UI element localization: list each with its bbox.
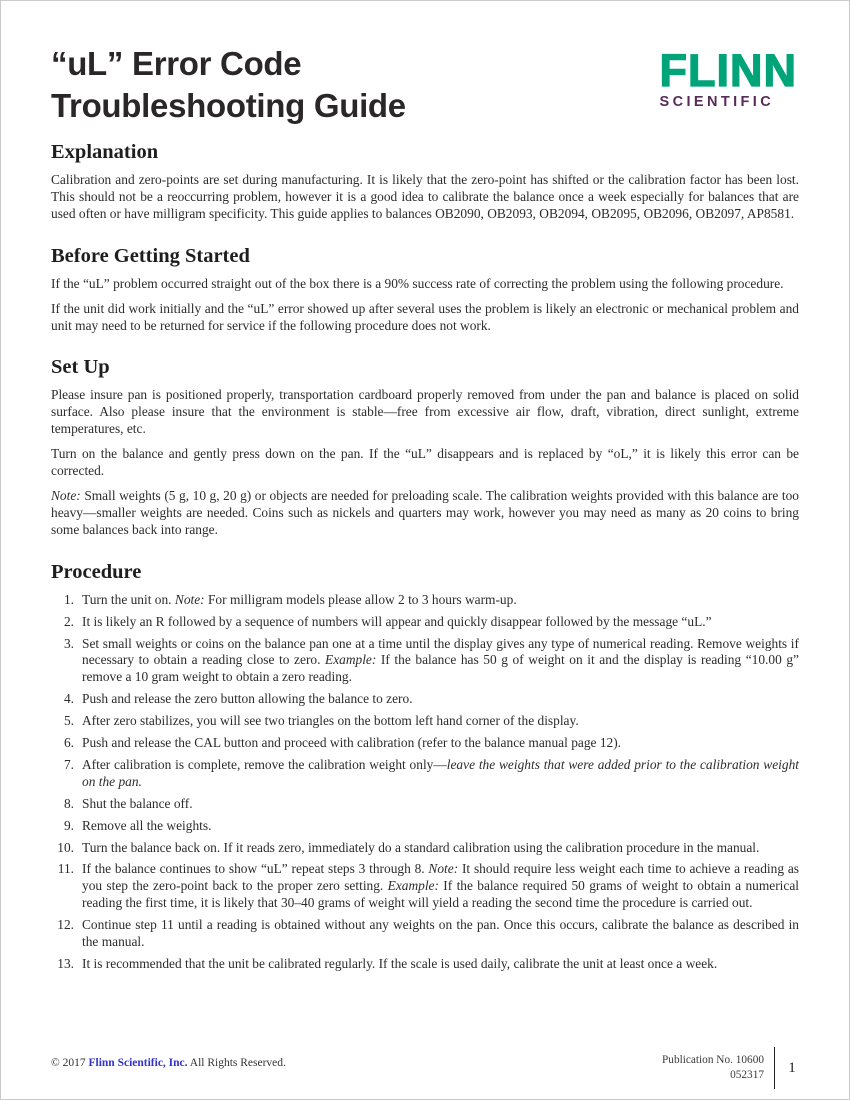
text-run: It is recommended that the unit be calibrated regularly. If the scale is used daily, calibrate the unit at least once a week.	[82, 956, 718, 971]
text-run: Shut the balance off.	[82, 795, 193, 811]
text-run: Turn on the balance and gently press down on the pan. If the “uL” disappears and is replaced by “oL,” it is likely this error can be corrected.	[51, 446, 799, 479]
procedure-step	[51, 956, 799, 973]
step-text	[82, 691, 799, 708]
text-run: Remove all the weights.	[82, 817, 212, 833]
text-run: If the “uL” problem occurred straight out of the box there is a 90% success rate of correcting the problem using the following procedure.	[51, 275, 784, 291]
step-number: 4.	[63, 691, 74, 707]
text-run: Calibration and zero-points are set during manufacturing. It is likely that the zero-point has shifted or the calibration factor has been lost. This should not be a reoccurring problem, however it is a good idea to calibrate the balance once a week especially for balances that are used often or have milligram specificity. This guide applies to balances OB2090, OB2093, OB2094, OB2095, OB2096, OB2097, AP8581.	[51, 172, 799, 221]
page-title-line2: Troubleshooting Guide	[51, 87, 406, 124]
section-heading-procedure: Procedure	[51, 560, 142, 583]
step-text	[82, 614, 799, 631]
step-number: 8.	[63, 795, 74, 811]
flinn-wordmark-subtitle: SCIENTIFIC	[659, 94, 775, 110]
page-title-line1: “uL” Error Code	[51, 45, 302, 82]
procedure-step	[51, 840, 799, 857]
page-content	[1, 1, 849, 973]
step-text	[82, 636, 799, 687]
text-run: It should require less weight each time to achieve a reading as you step the zero-point back to the proper zero setting.	[82, 861, 799, 894]
procedure-step	[51, 614, 799, 631]
italic-text-run: Example:	[325, 652, 377, 668]
step-number: 10.	[57, 839, 74, 855]
publication-block	[662, 1047, 809, 1089]
copyright-line	[51, 1047, 286, 1070]
setup-paragraph-2	[51, 446, 799, 480]
italic-text-run: Note:	[428, 861, 459, 877]
text-run: After zero stabilizes, you will see two triangles on the bottom left hand corner of the display.	[82, 713, 579, 729]
section-heading-set-up: Set Up	[51, 356, 110, 379]
publication-info	[662, 1053, 774, 1083]
flinn-wordmark: FLINN	[659, 45, 797, 96]
step-text	[82, 956, 799, 973]
procedure-step	[51, 917, 799, 951]
explanation-paragraph	[51, 172, 799, 223]
step-text	[82, 796, 799, 813]
step-text	[82, 840, 799, 857]
before-paragraph-2	[51, 301, 799, 335]
publication-number: Publication No. 10600	[662, 1054, 764, 1066]
step-number: 5.	[63, 713, 74, 729]
procedure-list	[51, 592, 799, 973]
page-number: 1	[788, 1059, 796, 1076]
step-text	[82, 757, 799, 791]
section-heading-before-getting-started: Before Getting Started	[51, 244, 250, 267]
step-number: 2.	[63, 613, 74, 629]
procedure-step	[51, 861, 799, 912]
procedure-step	[51, 735, 799, 752]
step-number: 13.	[57, 956, 74, 971]
procedure-step	[51, 636, 799, 687]
page-title	[51, 43, 406, 127]
italic-text-run: Note:	[51, 487, 85, 503]
copyright-suffix: All Rights Reserved.	[187, 1057, 286, 1069]
page-footer	[1, 1035, 849, 1100]
text-run: For milligram models please allow 2 to 3 hours warm-up.	[204, 591, 517, 607]
text-run: Turn the balance back on. If it reads zero, immediately do a standard calibration using the calibration procedure in the manual.	[82, 839, 760, 855]
before-paragraph-1	[51, 276, 799, 293]
text-run: Small weights (5 g, 10 g, 20 g) or objects are needed for preloading scale. The calibration weights provided with this balance are too heavy—smaller weights are needed. Coins such as nickels and quarters may work, however you may need as many as 20 coins to bring some balances back into range.	[51, 487, 799, 537]
procedure-step	[51, 818, 799, 835]
text-run: It is likely an R followed by a sequence of numbers will appear and quickly disappear followed by the message “uL.”	[82, 613, 712, 629]
procedure-step	[51, 796, 799, 813]
step-text	[82, 861, 799, 912]
step-text	[82, 713, 799, 730]
text-run: Turn the unit on.	[82, 591, 175, 607]
page-header	[51, 43, 799, 127]
text-run: If the balance has 50 g of weight on it and the display is reading “10.00 g” remove a 10 gram weight to obtain a zero reading.	[82, 652, 799, 685]
italic-text-run: leave the weights that were added prior to the calibration weight on the pan.	[82, 756, 799, 789]
publication-date-code: 052317	[730, 1069, 764, 1081]
text-run: After calibration is complete, remove the calibration weight only—	[82, 756, 447, 772]
company-name: Flinn Scientific, Inc.	[88, 1057, 188, 1069]
text-run: Please insure pan is positioned properly, transportation cardboard properly removed from under the pan and balance is placed on solid surface. Also please insure that the environment is stable—free from excessive air flow, draft, vibration, direct sunlight, extreme temperatures, etc.	[51, 387, 799, 437]
text-run: If the balance required 50 grams of weight to obtain a numerical reading the first time, it is likely that 30–40 grams of weight will yield a reading the second time the procedure is carried out.	[82, 878, 799, 911]
step-text	[82, 917, 799, 951]
step-text	[82, 818, 799, 835]
step-text	[82, 735, 799, 752]
text-run: Set small weights or coins on the balance pan one at a time until the display gives any type of numerical reading. Remove weights if necessary to obtain a reading close to zero.	[82, 635, 799, 668]
step-number: 6.	[63, 735, 74, 751]
procedure-step	[51, 592, 799, 609]
copyright-prefix: © 2017	[51, 1057, 89, 1069]
procedure-step	[51, 713, 799, 730]
procedure-step	[51, 757, 799, 791]
setup-paragraph-1	[51, 387, 799, 438]
step-number: 12.	[57, 917, 74, 933]
step-number: 1.	[63, 591, 74, 607]
text-run: If the unit did work initially and the “uL” error showed up after several uses the problem is likely an electronic or mechanical problem and unit may need to be returned for service if the following procedure does not work.	[51, 300, 799, 333]
text-run: Push and release the zero button allowing the balance to zero.	[82, 691, 413, 707]
text-run: If the balance continues to show “uL” repeat steps 3 through 8.	[82, 861, 429, 877]
italic-text-run: Example:	[387, 878, 439, 894]
flinn-logo	[659, 45, 797, 111]
step-number: 11.	[57, 861, 74, 877]
text-run: Continue step 11 until a reading is obtained without any weights on the pan. Once this occurs, calibrate the balance as described in the manual.	[82, 917, 799, 950]
step-number: 7.	[63, 756, 74, 772]
procedure-step	[51, 691, 799, 708]
step-text	[82, 592, 799, 609]
text-run: Push and release the CAL button and proceed with calibration (refer to the balance manual page 12).	[82, 735, 622, 751]
setup-note-paragraph	[51, 488, 799, 539]
italic-text-run: Note:	[174, 591, 205, 607]
step-number: 3.	[63, 635, 74, 651]
step-number: 9.	[63, 817, 74, 833]
section-heading-explanation: Explanation	[51, 141, 159, 163]
